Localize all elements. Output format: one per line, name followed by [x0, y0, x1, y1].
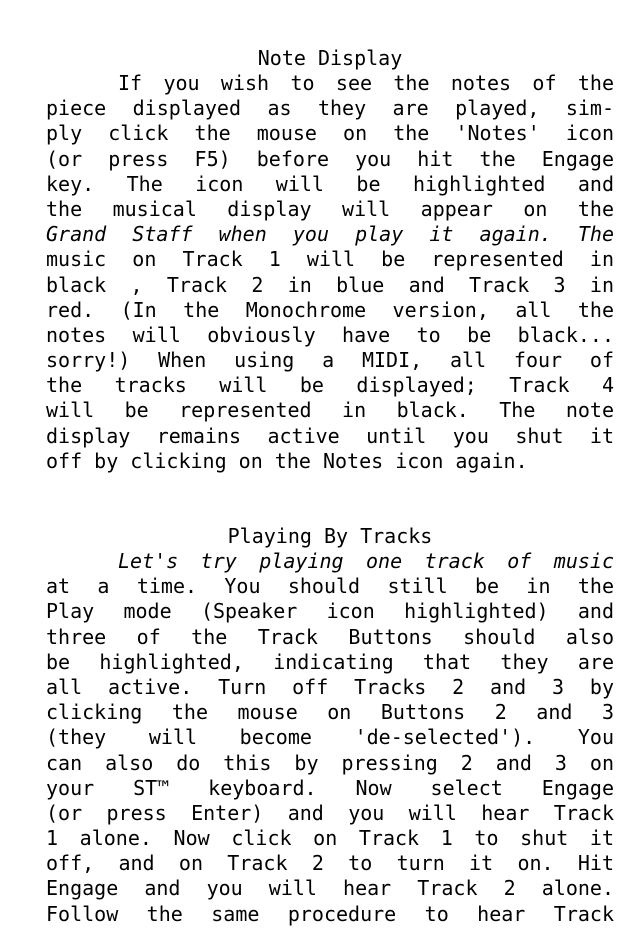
paragraph-line: your ST™ keyboard. Now select Engage: [46, 775, 614, 800]
paragraph-line: clicking the mouse on Buttons 2 and 3: [46, 700, 614, 725]
paragraph-line: (or press Enter) and you will hear Track: [46, 800, 614, 825]
section-spacer: [46, 474, 614, 524]
document-page: [46, 46, 614, 927]
section-playing-by-tracks: [46, 524, 614, 927]
paragraph-line: off by clicking on the Notes icon again.: [46, 448, 528, 473]
section-title: Playing By Tracks: [227, 524, 433, 548]
paragraph-line: the tracks will be displayed; Track 4: [46, 373, 614, 398]
paragraph-line: display remains active until you shut it: [46, 423, 614, 448]
paragraph-line: at a time. You should still be in the: [46, 574, 614, 599]
section-note-display: [46, 46, 614, 474]
paragraph-line: (or press F5) before you hit the Engage: [46, 146, 614, 171]
section-title: Note Display: [257, 46, 403, 70]
paragraph-line: all active. Turn off Tracks 2 and 3 by: [46, 674, 614, 699]
paragraph-line: will be represented in black. The note: [46, 398, 614, 423]
paragraph-line: (they will become 'de-selected'). You: [46, 725, 614, 750]
paragraph-line: notes will obviously have to be black...: [46, 322, 614, 347]
paragraph-line: can also do this by pressing 2 and 3 on: [46, 750, 614, 775]
paragraph-line: red. (In the Monochrome version, all the: [46, 297, 614, 322]
paragraph-line: piece displayed as they are played, sim-: [46, 96, 614, 121]
paragraph-line: off, and on Track 2 to turn it on. Hit: [46, 851, 614, 876]
paragraph-line: be highlighted, indicating that they are: [46, 649, 614, 674]
paragraph-line: Engage and you will hear Track 2 alone.: [46, 876, 614, 901]
paragraph-line: ply click the mouse on the 'Notes' icon: [46, 121, 614, 146]
paragraph-line: Play mode (Speaker icon highlighted) and: [46, 599, 614, 624]
paragraph-line: music on Track 1 will be represented in: [46, 247, 614, 272]
paragraph-line: sorry!) When using a MIDI, all four of: [46, 348, 614, 373]
paragraph-line: If you wish to see the notes of the: [118, 71, 614, 95]
paragraph-line: Let's try playing one track of music: [118, 549, 614, 573]
paragraph-line: Grand Staff when you play it again. The: [46, 222, 614, 247]
paragraph-line: key. The icon will be highlighted and: [46, 171, 614, 196]
paragraph-line: 1 alone. Now click on Track 1 to shut it: [46, 826, 614, 851]
paragraph-line: black , Track 2 in blue and Track 3 in: [46, 272, 614, 297]
paragraph-line: three of the Track Buttons should also: [46, 624, 614, 649]
paragraph-line: the musical display will appear on the: [46, 196, 614, 221]
paragraph-line: Follow the same procedure to hear Track: [46, 901, 614, 926]
